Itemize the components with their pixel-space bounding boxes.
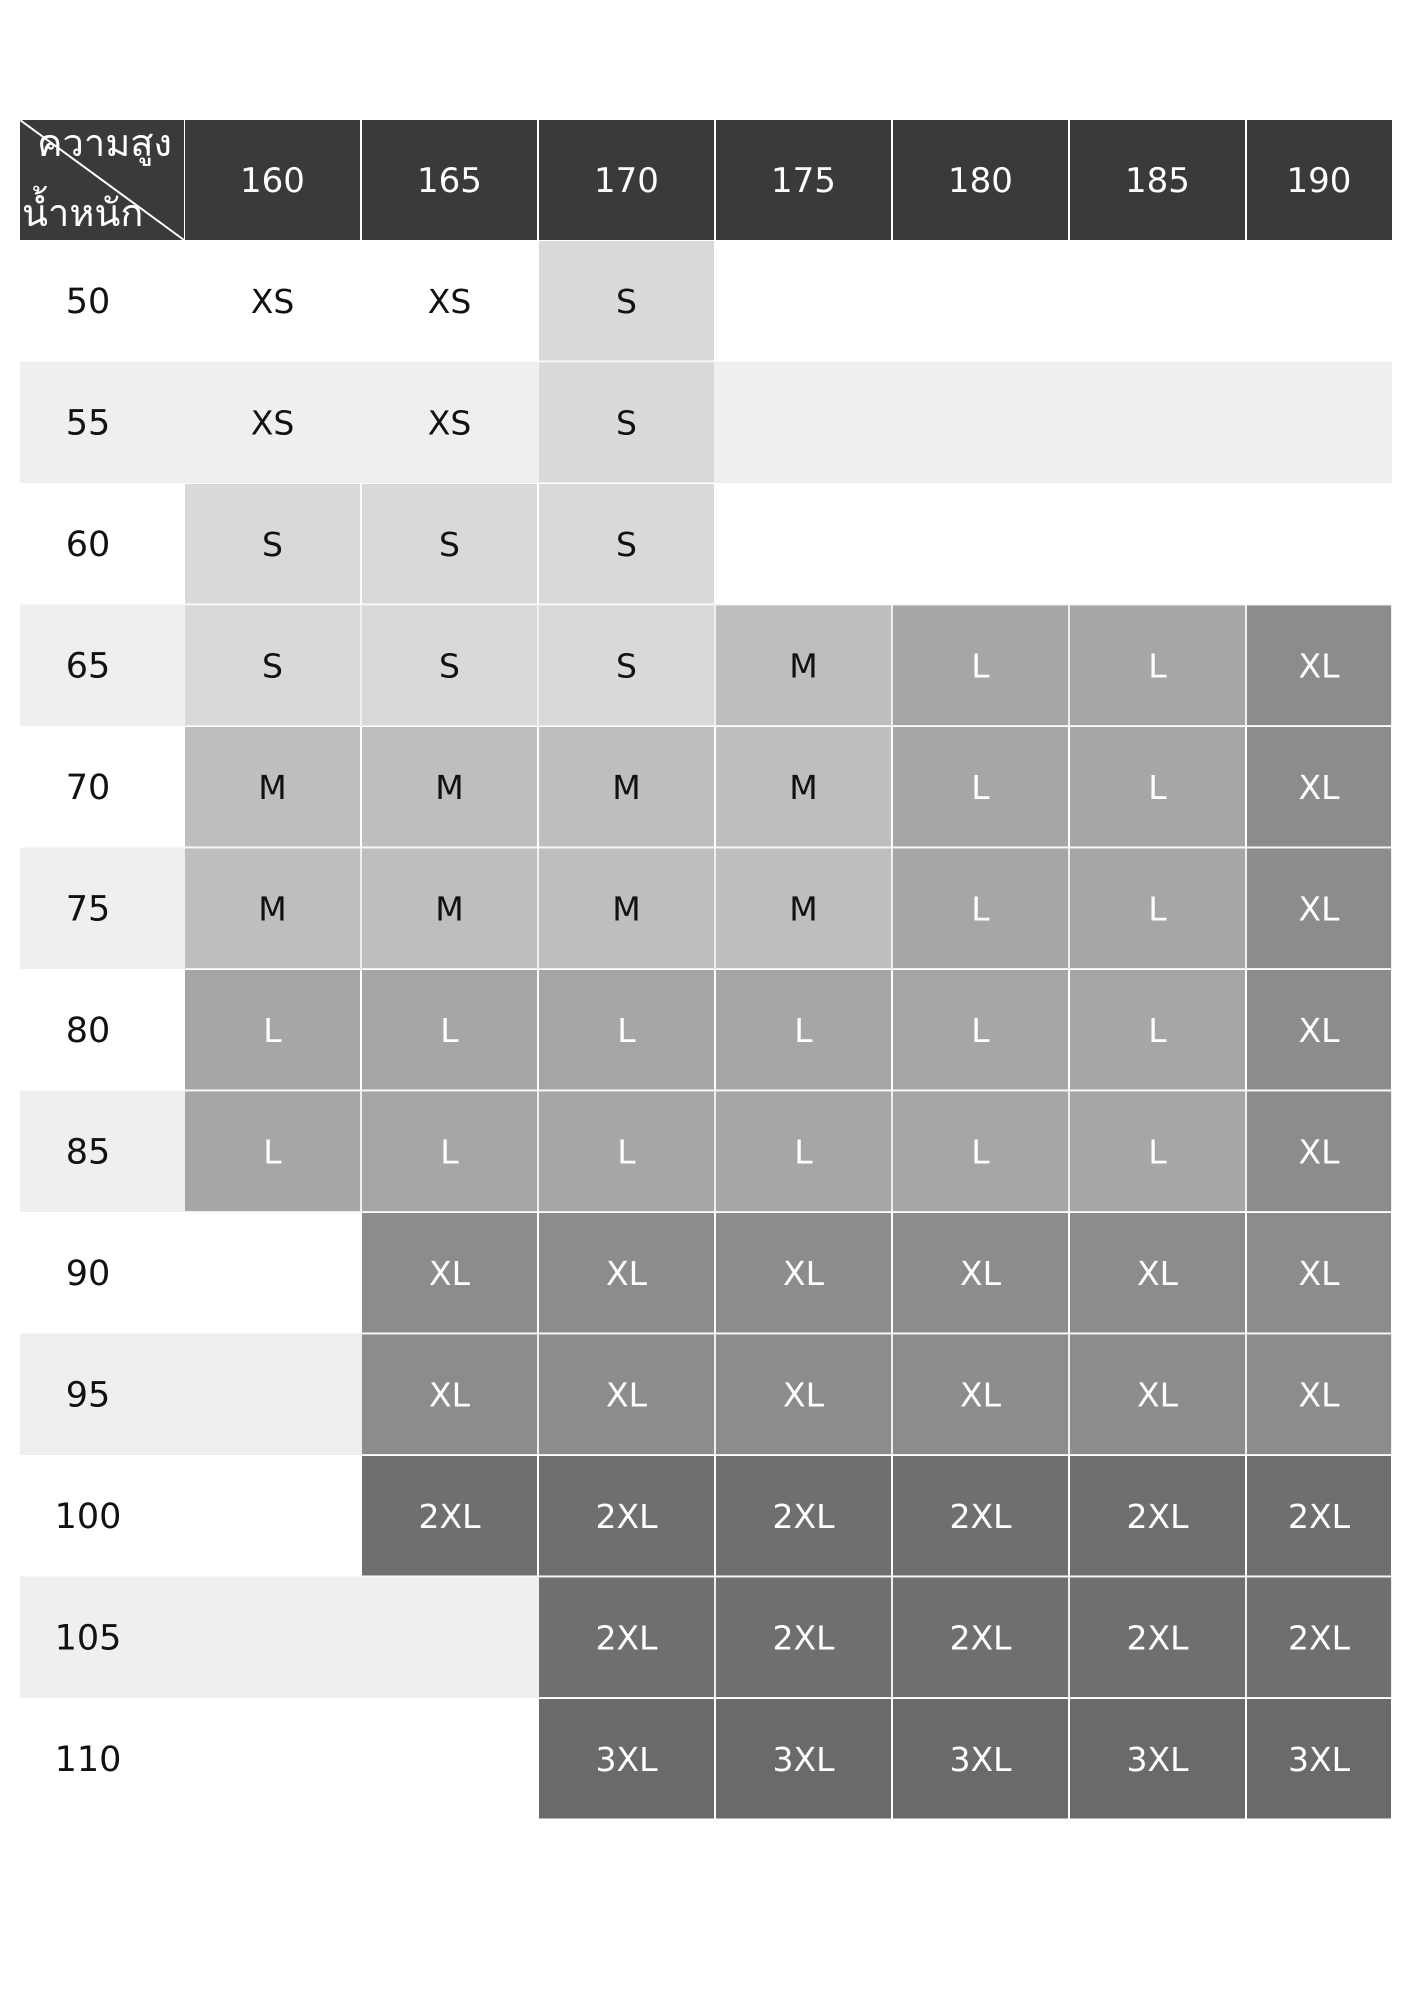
- weight-label-105: 105: [54, 1618, 122, 1659]
- size-label: L: [971, 646, 990, 686]
- size-label: L: [971, 1132, 990, 1172]
- size-label: M: [258, 889, 287, 929]
- size-label: L: [971, 1010, 990, 1050]
- size-label: 3XL: [1126, 1739, 1189, 1779]
- size-label: XL: [960, 1253, 1001, 1293]
- size-label: 3XL: [772, 1739, 835, 1779]
- height-header-160: 160: [240, 161, 305, 201]
- size-label: 2XL: [1288, 1618, 1350, 1658]
- size-label: L: [440, 1010, 459, 1050]
- size-label: 2XL: [949, 1496, 1012, 1536]
- size-label: S: [439, 646, 460, 686]
- size-label: XS: [250, 403, 295, 443]
- size-label: L: [263, 1010, 282, 1050]
- size-label: M: [612, 767, 641, 807]
- size-label: S: [262, 524, 283, 564]
- size-label: XS: [250, 281, 295, 321]
- size-label: XL: [429, 1253, 470, 1293]
- size-label: 2XL: [1288, 1496, 1350, 1536]
- size-label: 3XL: [949, 1739, 1012, 1779]
- weight-label-65: 65: [65, 646, 111, 687]
- size-label: 2XL: [772, 1496, 835, 1536]
- size-label: L: [1148, 767, 1167, 807]
- size-label: XL: [1298, 889, 1340, 929]
- size-label: XL: [1298, 1375, 1340, 1415]
- height-header-170: 170: [594, 161, 659, 201]
- size-label: 2XL: [418, 1496, 481, 1536]
- size-label: XL: [1137, 1375, 1178, 1415]
- size-label: 2XL: [772, 1618, 835, 1658]
- corner-weight-label: น้ำหนัก: [22, 191, 144, 235]
- size-label: 2XL: [595, 1618, 658, 1658]
- size-label: XL: [1137, 1253, 1178, 1293]
- size-label: 2XL: [1126, 1618, 1189, 1658]
- size-label: XL: [783, 1253, 824, 1293]
- size-label: S: [616, 524, 637, 564]
- size-chart-grid: [20, 120, 1392, 1819]
- size-label: L: [263, 1132, 282, 1172]
- size-label: 2XL: [949, 1618, 1012, 1658]
- size-label: L: [1148, 889, 1167, 929]
- height-header-190: 190: [1286, 161, 1352, 201]
- size-label: L: [1148, 1132, 1167, 1172]
- size-label: 2XL: [595, 1496, 658, 1536]
- weight-label-85: 85: [65, 1132, 111, 1173]
- size-label: M: [435, 767, 464, 807]
- size-label: XL: [1298, 1253, 1340, 1293]
- corner-header: [20, 120, 184, 240]
- size-label: L: [794, 1132, 813, 1172]
- size-label: S: [616, 646, 637, 686]
- size-label: S: [262, 646, 283, 686]
- weight-label-60: 60: [65, 524, 111, 565]
- size-label: L: [971, 889, 990, 929]
- size-label: XL: [606, 1375, 647, 1415]
- size-label: L: [1148, 646, 1167, 686]
- size-label: L: [1148, 1010, 1167, 1050]
- size-label: M: [789, 767, 818, 807]
- size-label: M: [435, 889, 464, 929]
- weight-label-80: 80: [65, 1010, 111, 1051]
- size-label: 3XL: [1288, 1739, 1350, 1779]
- size-label: XL: [429, 1375, 470, 1415]
- weight-label-50: 50: [65, 281, 111, 322]
- weight-label-110: 110: [54, 1739, 122, 1780]
- size-label: XL: [606, 1253, 647, 1293]
- size-label: XS: [427, 281, 472, 321]
- size-label: M: [789, 889, 818, 929]
- size-label: L: [971, 767, 990, 807]
- size-label: M: [789, 646, 818, 686]
- size-label: 3XL: [595, 1739, 658, 1779]
- corner-height-label: ความสูง: [37, 121, 172, 165]
- height-header-185: 185: [1125, 161, 1190, 201]
- size-label: L: [617, 1132, 636, 1172]
- size-label: L: [794, 1010, 813, 1050]
- size-label: L: [440, 1132, 459, 1172]
- weight-label-70: 70: [65, 767, 111, 808]
- height-header-180: 180: [948, 161, 1013, 201]
- size-label: L: [617, 1010, 636, 1050]
- weight-label-100: 100: [54, 1496, 122, 1537]
- size-label: XS: [427, 403, 472, 443]
- size-label: S: [439, 524, 460, 564]
- weight-label-55: 55: [65, 403, 111, 444]
- size-label: XL: [783, 1375, 824, 1415]
- weight-label-90: 90: [65, 1253, 111, 1294]
- size-label: S: [616, 281, 637, 321]
- size-label: 2XL: [1126, 1496, 1189, 1536]
- size-label: S: [616, 403, 637, 443]
- weight-label-75: 75: [65, 889, 111, 930]
- size-label: M: [258, 767, 287, 807]
- height-header-165: 165: [417, 161, 482, 201]
- size-label: XL: [1298, 767, 1340, 807]
- weight-label-95: 95: [65, 1375, 111, 1416]
- size-label: M: [612, 889, 641, 929]
- size-label: XL: [1298, 1132, 1340, 1172]
- size-label: XL: [1298, 1010, 1340, 1050]
- size-label: XL: [960, 1375, 1001, 1415]
- size-label: XL: [1298, 646, 1340, 686]
- height-header-175: 175: [771, 161, 836, 201]
